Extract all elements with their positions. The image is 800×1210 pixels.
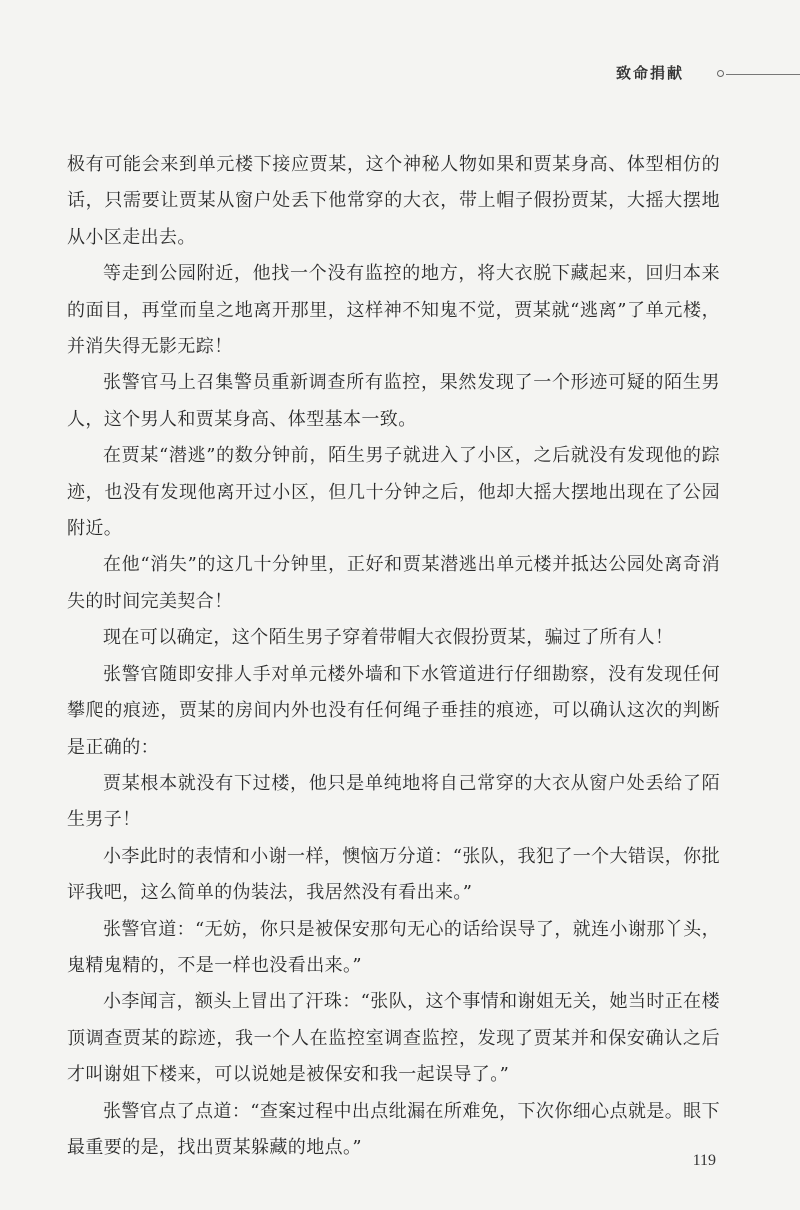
paragraph: 贾某根本就没有下过楼，他只是单纯地将自己常穿的大衣从窗户处丢给了陌生男子！ (67, 772, 720, 831)
paragraph: 张警官马上召集警员重新调查所有监控，果然发现了一个形迹可疑的陌生男人，这个男人和贾某身高、体型基本一致。 (67, 372, 720, 430)
header-ornament-circle (717, 70, 724, 77)
body-text (67, 147, 720, 1166)
paragraph: 张警官随即安排人手对单元楼外墙和下水管道进行仔细勘察，没有发现任何攀爬的痕迹，贾某的房间内外也没有任何绳子垂挂的痕迹，可以确认这次的判断是正确的： (67, 663, 720, 758)
paragraph: 张警官点了点道：“查案过程中出点纰漏在所难免，下次你细心点就是。眼下最重要的是，找出贾某躲藏的地点。” (67, 1100, 720, 1158)
paragraph: 张警官道：“无妨，你只是被保安那句无心的话给误导了，就连小谢那丫头，鬼精鬼精的，不是一样也没看出来。” (67, 918, 720, 976)
paragraph: 在他“消失”的这几十分钟里，正好和贾某潜逃出单元楼并抵达公园处离奇消失的时间完美契合！ (67, 554, 720, 612)
paragraph: 小李闻言，额头上冒出了汗珠：“张队，这个事情和谢姐无关，她当时正在楼顶调查贾某的踪迹，我一个人在监控室调查监控，发现了贾某并和保安确认之后才叫谢姐下楼来，可以说她是被保安和我一起误导了。” (67, 991, 720, 1086)
paragraph: 小李此时的表情和小谢一样，懊恼万分道：“张队，我犯了一个大错误，你批评我吧，这么简单的伪装法，我居然没有看出来。” (67, 845, 720, 904)
paragraph: 在贾某“潜逃”的数分钟前，陌生男子就进入了小区，之后就没有发现他的踪迹，也没有发现他离开过小区，但几十分钟之后，他却大摇大摆地出现在了公园附近。 (67, 445, 720, 540)
header-rule-line (726, 74, 800, 75)
running-header (0, 62, 800, 90)
paragraph-continued: 极有可能会来到单元楼下接应贾某，这个神秘人物如果和贾某身高、体型相仿的话，只需要让贾某从窗户处丢下他常穿的大衣，带上帽子假扮贾某，大摇大摆地从小区走出去。 (67, 154, 720, 248)
paragraph: 现在可以确定，这个陌生男子穿着带帽大衣假扮贾某，骗过了所有人！ (103, 627, 674, 649)
running-title: 致命捐献 (615, 64, 684, 82)
page-number: 119 (692, 1152, 716, 1169)
paragraph: 等走到公园附近，他找一个没有监控的地方，将大衣脱下藏起来，回归本来的面目，再堂而皇之地离开那里，这样神不知鬼不觉，贾某就“逃离”了单元楼，并消失得无影无踪！ (67, 263, 720, 358)
